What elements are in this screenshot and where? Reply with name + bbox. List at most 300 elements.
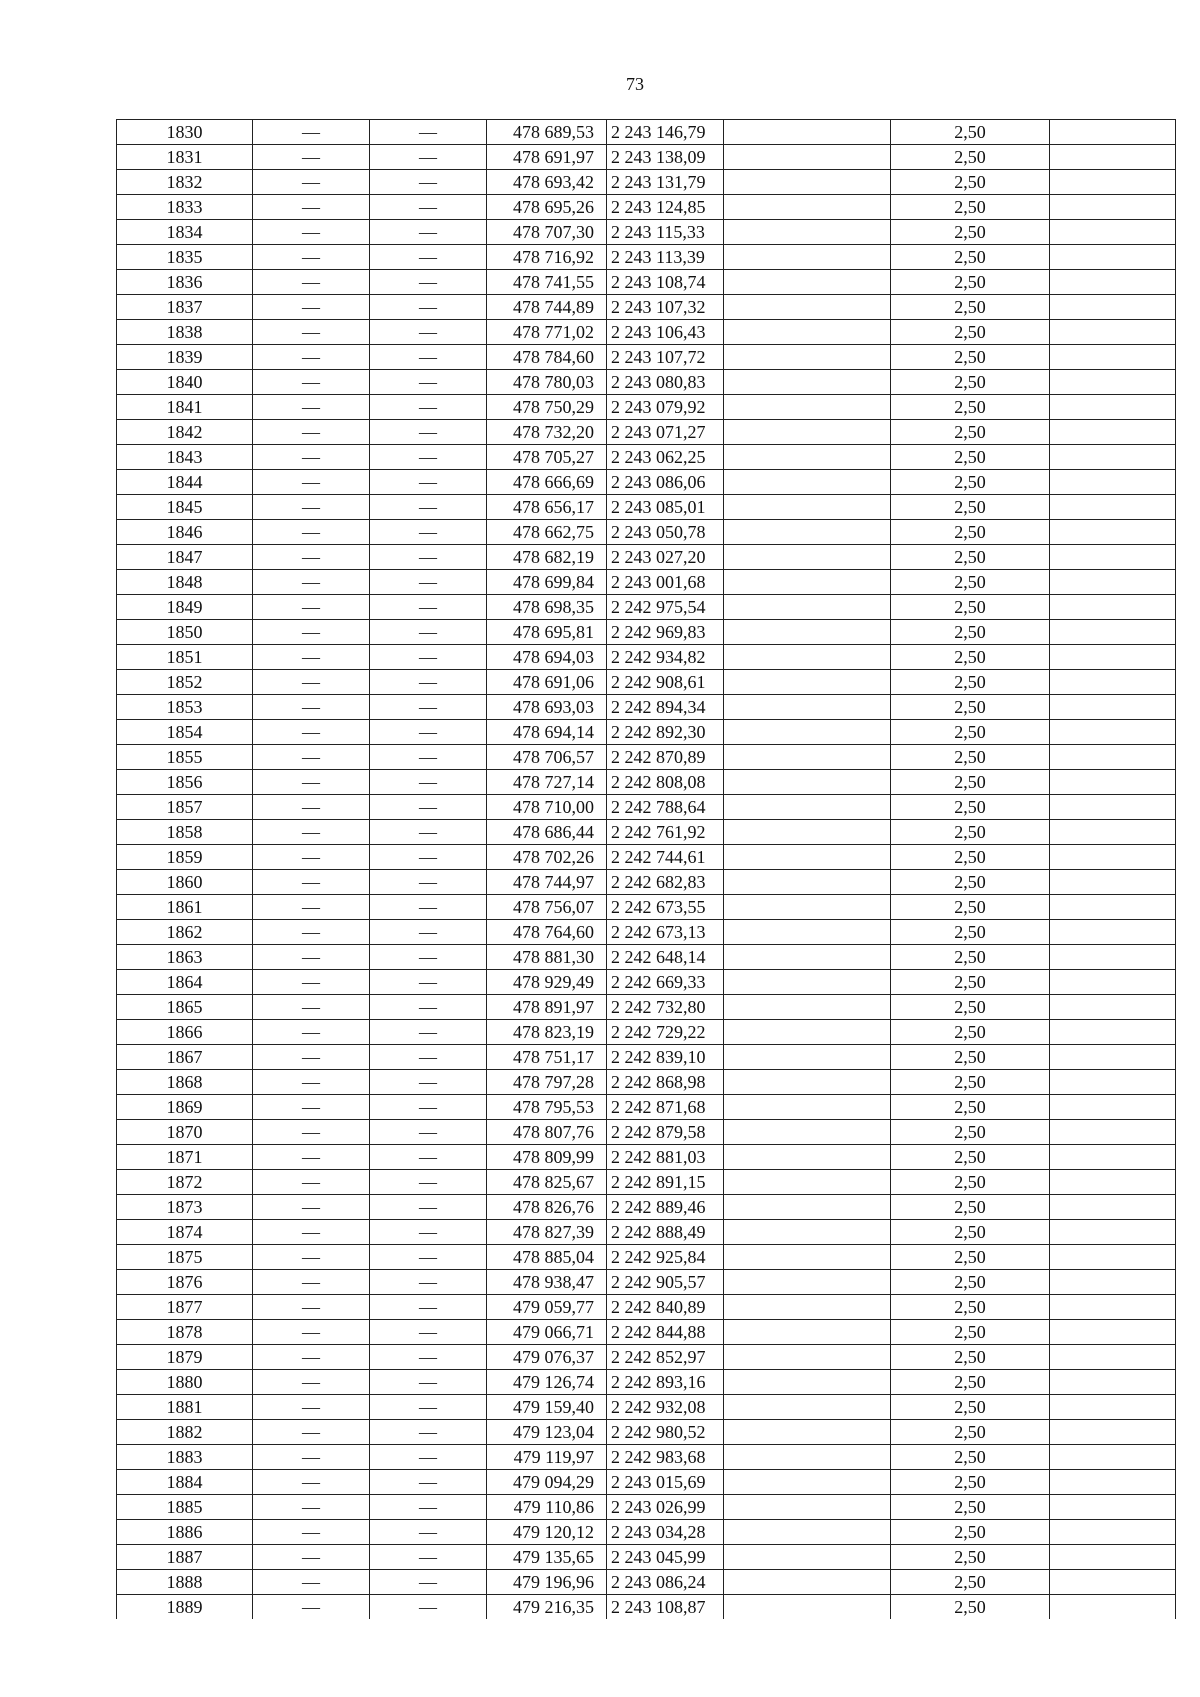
empty-cell bbox=[1050, 470, 1176, 495]
point-number-cell: 1883 bbox=[117, 1445, 253, 1470]
empty-cell bbox=[1050, 895, 1176, 920]
point-number-cell: 1881 bbox=[117, 1395, 253, 1420]
dash-cell: — bbox=[370, 970, 487, 995]
x-coordinate-cell: 479 076,37 bbox=[487, 1345, 607, 1370]
dash-cell: — bbox=[253, 1270, 370, 1295]
empty-cell bbox=[1050, 595, 1176, 620]
point-number-cell: 1864 bbox=[117, 970, 253, 995]
accuracy-value-cell: 2,50 bbox=[891, 1170, 1050, 1195]
x-coordinate-cell: 478 666,69 bbox=[487, 470, 607, 495]
empty-cell bbox=[1050, 1195, 1176, 1220]
empty-cell bbox=[1050, 1320, 1176, 1345]
accuracy-value-cell: 2,50 bbox=[891, 320, 1050, 345]
y-coordinate-cell: 2 243 001,68 bbox=[607, 570, 724, 595]
y-coordinate-cell: 2 242 905,57 bbox=[607, 1270, 724, 1295]
empty-cell bbox=[1050, 620, 1176, 645]
empty-cell bbox=[724, 945, 891, 970]
dash-cell: — bbox=[370, 1045, 487, 1070]
x-coordinate-cell: 479 110,86 bbox=[487, 1495, 607, 1520]
accuracy-value-cell: 2,50 bbox=[891, 245, 1050, 270]
point-number-cell: 1863 bbox=[117, 945, 253, 970]
accuracy-value-cell: 2,50 bbox=[891, 570, 1050, 595]
dash-cell: — bbox=[253, 145, 370, 170]
empty-cell bbox=[1050, 870, 1176, 895]
accuracy-value-cell: 2,50 bbox=[891, 395, 1050, 420]
y-coordinate-cell: 2 242 889,46 bbox=[607, 1195, 724, 1220]
dash-cell: — bbox=[253, 120, 370, 145]
empty-cell bbox=[724, 870, 891, 895]
accuracy-value-cell: 2,50 bbox=[891, 670, 1050, 695]
empty-cell bbox=[724, 370, 891, 395]
table-row bbox=[117, 370, 1176, 395]
dash-cell: — bbox=[253, 870, 370, 895]
empty-cell bbox=[1050, 420, 1176, 445]
y-coordinate-cell: 2 242 839,10 bbox=[607, 1045, 724, 1070]
empty-cell bbox=[1050, 920, 1176, 945]
point-number-cell: 1872 bbox=[117, 1170, 253, 1195]
y-coordinate-cell: 2 242 788,64 bbox=[607, 795, 724, 820]
table-row bbox=[117, 245, 1176, 270]
x-coordinate-cell: 478 756,07 bbox=[487, 895, 607, 920]
table-row bbox=[117, 345, 1176, 370]
dash-cell: — bbox=[370, 1395, 487, 1420]
empty-cell bbox=[724, 1270, 891, 1295]
dash-cell: — bbox=[253, 945, 370, 970]
dash-cell: — bbox=[370, 720, 487, 745]
table-row bbox=[117, 470, 1176, 495]
point-number-cell: 1850 bbox=[117, 620, 253, 645]
accuracy-value-cell: 2,50 bbox=[891, 370, 1050, 395]
empty-cell bbox=[724, 795, 891, 820]
y-coordinate-cell: 2 243 062,25 bbox=[607, 445, 724, 470]
empty-cell bbox=[1050, 1370, 1176, 1395]
empty-cell bbox=[1050, 1145, 1176, 1170]
x-coordinate-cell: 478 689,53 bbox=[487, 120, 607, 145]
x-coordinate-cell: 478 699,84 bbox=[487, 570, 607, 595]
empty-cell bbox=[724, 670, 891, 695]
empty-cell bbox=[1050, 1120, 1176, 1145]
empty-cell bbox=[724, 820, 891, 845]
table-row bbox=[117, 720, 1176, 745]
y-coordinate-cell: 2 242 892,30 bbox=[607, 720, 724, 745]
dash-cell: — bbox=[253, 970, 370, 995]
table-row bbox=[117, 1145, 1176, 1170]
empty-cell bbox=[1050, 1270, 1176, 1295]
point-number-cell: 1882 bbox=[117, 1420, 253, 1445]
dash-cell: — bbox=[253, 645, 370, 670]
dash-cell: — bbox=[253, 445, 370, 470]
table-row bbox=[117, 1045, 1176, 1070]
empty-cell bbox=[1050, 245, 1176, 270]
table-row bbox=[117, 570, 1176, 595]
accuracy-value-cell: 2,50 bbox=[891, 420, 1050, 445]
table-row bbox=[117, 1170, 1176, 1195]
table-row bbox=[117, 1395, 1176, 1420]
table-row bbox=[117, 845, 1176, 870]
y-coordinate-cell: 2 242 980,52 bbox=[607, 1420, 724, 1445]
x-coordinate-cell: 479 135,65 bbox=[487, 1545, 607, 1570]
dash-cell: — bbox=[253, 395, 370, 420]
point-number-cell: 1879 bbox=[117, 1345, 253, 1370]
dash-cell: — bbox=[253, 895, 370, 920]
empty-cell bbox=[724, 295, 891, 320]
empty-cell bbox=[724, 145, 891, 170]
point-number-cell: 1871 bbox=[117, 1145, 253, 1170]
empty-cell bbox=[724, 970, 891, 995]
empty-cell bbox=[724, 1095, 891, 1120]
table-row bbox=[117, 1470, 1176, 1495]
accuracy-value-cell: 2,50 bbox=[891, 1545, 1050, 1570]
dash-cell: — bbox=[370, 445, 487, 470]
empty-cell bbox=[1050, 545, 1176, 570]
x-coordinate-cell: 478 751,17 bbox=[487, 1045, 607, 1070]
point-number-cell: 1876 bbox=[117, 1270, 253, 1295]
table-row bbox=[117, 1095, 1176, 1120]
empty-cell bbox=[1050, 645, 1176, 670]
dash-cell: — bbox=[253, 1320, 370, 1345]
empty-cell bbox=[1050, 970, 1176, 995]
table-row bbox=[117, 970, 1176, 995]
y-coordinate-cell: 2 243 107,32 bbox=[607, 295, 724, 320]
empty-cell bbox=[724, 845, 891, 870]
dash-cell: — bbox=[370, 845, 487, 870]
empty-cell bbox=[1050, 795, 1176, 820]
dash-cell: — bbox=[370, 820, 487, 845]
dash-cell: — bbox=[253, 745, 370, 770]
y-coordinate-cell: 2 242 808,08 bbox=[607, 770, 724, 795]
x-coordinate-cell: 478 741,55 bbox=[487, 270, 607, 295]
dash-cell: — bbox=[253, 1220, 370, 1245]
dash-cell: — bbox=[370, 195, 487, 220]
point-number-cell: 1838 bbox=[117, 320, 253, 345]
empty-cell bbox=[724, 270, 891, 295]
empty-cell bbox=[724, 470, 891, 495]
x-coordinate-cell: 479 094,29 bbox=[487, 1470, 607, 1495]
y-coordinate-cell: 2 242 879,58 bbox=[607, 1120, 724, 1145]
table-row bbox=[117, 1295, 1176, 1320]
table-row bbox=[117, 1370, 1176, 1395]
empty-cell bbox=[1050, 1170, 1176, 1195]
dash-cell: — bbox=[253, 995, 370, 1020]
empty-cell bbox=[1050, 320, 1176, 345]
y-coordinate-cell: 2 243 071,27 bbox=[607, 420, 724, 445]
empty-cell bbox=[724, 595, 891, 620]
y-coordinate-cell: 2 243 124,85 bbox=[607, 195, 724, 220]
table-row bbox=[117, 895, 1176, 920]
point-number-cell: 1847 bbox=[117, 545, 253, 570]
table-row bbox=[117, 270, 1176, 295]
y-coordinate-cell: 2 242 673,13 bbox=[607, 920, 724, 945]
dash-cell: — bbox=[253, 1345, 370, 1370]
table-row bbox=[117, 695, 1176, 720]
empty-cell bbox=[724, 1020, 891, 1045]
point-number-cell: 1880 bbox=[117, 1370, 253, 1395]
table-row bbox=[117, 1495, 1176, 1520]
x-coordinate-cell: 478 891,97 bbox=[487, 995, 607, 1020]
x-coordinate-cell: 479 059,77 bbox=[487, 1295, 607, 1320]
empty-cell bbox=[724, 1520, 891, 1545]
empty-cell bbox=[1050, 1070, 1176, 1095]
point-number-cell: 1855 bbox=[117, 745, 253, 770]
dash-cell: — bbox=[370, 1120, 487, 1145]
x-coordinate-cell: 478 732,20 bbox=[487, 420, 607, 445]
dash-cell: — bbox=[370, 1295, 487, 1320]
dash-cell: — bbox=[370, 895, 487, 920]
point-number-cell: 1867 bbox=[117, 1045, 253, 1070]
empty-cell bbox=[1050, 495, 1176, 520]
x-coordinate-cell: 478 938,47 bbox=[487, 1270, 607, 1295]
accuracy-value-cell: 2,50 bbox=[891, 1320, 1050, 1345]
empty-cell bbox=[1050, 1345, 1176, 1370]
y-coordinate-cell: 2 243 050,78 bbox=[607, 520, 724, 545]
accuracy-value-cell: 2,50 bbox=[891, 845, 1050, 870]
point-number-cell: 1842 bbox=[117, 420, 253, 445]
y-coordinate-cell: 2 242 932,08 bbox=[607, 1395, 724, 1420]
x-coordinate-cell: 478 784,60 bbox=[487, 345, 607, 370]
table-row bbox=[117, 170, 1176, 195]
empty-cell bbox=[724, 545, 891, 570]
y-coordinate-cell: 2 243 131,79 bbox=[607, 170, 724, 195]
empty-cell bbox=[724, 1195, 891, 1220]
y-coordinate-cell: 2 243 108,87 bbox=[607, 1595, 724, 1620]
table-row bbox=[117, 1220, 1176, 1245]
table-row bbox=[117, 295, 1176, 320]
dash-cell: — bbox=[253, 670, 370, 695]
point-number-cell: 1860 bbox=[117, 870, 253, 895]
accuracy-value-cell: 2,50 bbox=[891, 1395, 1050, 1420]
accuracy-value-cell: 2,50 bbox=[891, 1020, 1050, 1045]
dash-cell: — bbox=[370, 1170, 487, 1195]
point-number-cell: 1843 bbox=[117, 445, 253, 470]
y-coordinate-cell: 2 242 732,80 bbox=[607, 995, 724, 1020]
accuracy-value-cell: 2,50 bbox=[891, 120, 1050, 145]
table-row bbox=[117, 195, 1176, 220]
table-row bbox=[117, 420, 1176, 445]
dash-cell: — bbox=[370, 1370, 487, 1395]
dash-cell: — bbox=[370, 420, 487, 445]
dash-cell: — bbox=[370, 770, 487, 795]
dash-cell: — bbox=[253, 570, 370, 595]
dash-cell: — bbox=[253, 1570, 370, 1595]
accuracy-value-cell: 2,50 bbox=[891, 1220, 1050, 1245]
x-coordinate-cell: 478 656,17 bbox=[487, 495, 607, 520]
table-row bbox=[117, 645, 1176, 670]
y-coordinate-cell: 2 243 086,24 bbox=[607, 1570, 724, 1595]
y-coordinate-cell: 2 243 045,99 bbox=[607, 1545, 724, 1570]
accuracy-value-cell: 2,50 bbox=[891, 945, 1050, 970]
accuracy-value-cell: 2,50 bbox=[891, 470, 1050, 495]
x-coordinate-cell: 478 716,92 bbox=[487, 245, 607, 270]
empty-cell bbox=[1050, 395, 1176, 420]
dash-cell: — bbox=[253, 695, 370, 720]
empty-cell bbox=[1050, 370, 1176, 395]
dash-cell: — bbox=[253, 1420, 370, 1445]
y-coordinate-cell: 2 242 888,49 bbox=[607, 1220, 724, 1245]
x-coordinate-cell: 478 827,39 bbox=[487, 1220, 607, 1245]
empty-cell bbox=[1050, 1095, 1176, 1120]
point-number-cell: 1886 bbox=[117, 1520, 253, 1545]
point-number-cell: 1878 bbox=[117, 1320, 253, 1345]
dash-cell: — bbox=[370, 395, 487, 420]
table-row bbox=[117, 1020, 1176, 1045]
accuracy-value-cell: 2,50 bbox=[891, 1045, 1050, 1070]
x-coordinate-cell: 478 727,14 bbox=[487, 770, 607, 795]
dash-cell: — bbox=[370, 470, 487, 495]
y-coordinate-cell: 2 242 894,34 bbox=[607, 695, 724, 720]
empty-cell bbox=[1050, 720, 1176, 745]
dash-cell: — bbox=[370, 1345, 487, 1370]
dash-cell: — bbox=[253, 320, 370, 345]
empty-cell bbox=[1050, 1245, 1176, 1270]
y-coordinate-cell: 2 242 983,68 bbox=[607, 1445, 724, 1470]
accuracy-value-cell: 2,50 bbox=[891, 645, 1050, 670]
dash-cell: — bbox=[253, 595, 370, 620]
dash-cell: — bbox=[253, 1295, 370, 1320]
dash-cell: — bbox=[370, 145, 487, 170]
empty-cell bbox=[724, 420, 891, 445]
y-coordinate-cell: 2 242 729,22 bbox=[607, 1020, 724, 1045]
y-coordinate-cell: 2 242 648,14 bbox=[607, 945, 724, 970]
y-coordinate-cell: 2 242 852,97 bbox=[607, 1345, 724, 1370]
dash-cell: — bbox=[370, 1545, 487, 1570]
point-number-cell: 1831 bbox=[117, 145, 253, 170]
empty-cell bbox=[724, 1120, 891, 1145]
y-coordinate-cell: 2 242 669,33 bbox=[607, 970, 724, 995]
coordinates-table bbox=[116, 119, 1176, 1619]
y-coordinate-cell: 2 243 115,33 bbox=[607, 220, 724, 245]
empty-cell bbox=[724, 1220, 891, 1245]
point-number-cell: 1865 bbox=[117, 995, 253, 1020]
accuracy-value-cell: 2,50 bbox=[891, 220, 1050, 245]
accuracy-value-cell: 2,50 bbox=[891, 595, 1050, 620]
empty-cell bbox=[724, 395, 891, 420]
dash-cell: — bbox=[253, 1470, 370, 1495]
dash-cell: — bbox=[253, 1120, 370, 1145]
table-row bbox=[117, 1320, 1176, 1345]
dash-cell: — bbox=[370, 1495, 487, 1520]
accuracy-value-cell: 2,50 bbox=[891, 720, 1050, 745]
empty-cell bbox=[1050, 1470, 1176, 1495]
y-coordinate-cell: 2 243 146,79 bbox=[607, 120, 724, 145]
empty-cell bbox=[724, 695, 891, 720]
dash-cell: — bbox=[370, 520, 487, 545]
y-coordinate-cell: 2 242 744,61 bbox=[607, 845, 724, 870]
table-row bbox=[117, 870, 1176, 895]
dash-cell: — bbox=[370, 270, 487, 295]
y-coordinate-cell: 2 242 975,54 bbox=[607, 595, 724, 620]
accuracy-value-cell: 2,50 bbox=[891, 495, 1050, 520]
accuracy-value-cell: 2,50 bbox=[891, 1270, 1050, 1295]
x-coordinate-cell: 478 764,60 bbox=[487, 920, 607, 945]
table-row bbox=[117, 1345, 1176, 1370]
dash-cell: — bbox=[370, 795, 487, 820]
table-row bbox=[117, 670, 1176, 695]
empty-cell bbox=[1050, 195, 1176, 220]
empty-cell bbox=[724, 245, 891, 270]
point-number-cell: 1887 bbox=[117, 1545, 253, 1570]
table-row bbox=[117, 445, 1176, 470]
x-coordinate-cell: 478 682,19 bbox=[487, 545, 607, 570]
x-coordinate-cell: 478 691,97 bbox=[487, 145, 607, 170]
x-coordinate-cell: 478 807,76 bbox=[487, 1120, 607, 1145]
dash-cell: — bbox=[253, 1245, 370, 1270]
dash-cell: — bbox=[253, 1045, 370, 1070]
table-row bbox=[117, 1520, 1176, 1545]
accuracy-value-cell: 2,50 bbox=[891, 1595, 1050, 1620]
y-coordinate-cell: 2 242 870,89 bbox=[607, 745, 724, 770]
dash-cell: — bbox=[253, 1445, 370, 1470]
dash-cell: — bbox=[253, 1020, 370, 1045]
empty-cell bbox=[1050, 170, 1176, 195]
dash-cell: — bbox=[253, 1545, 370, 1570]
table-row bbox=[117, 545, 1176, 570]
y-coordinate-cell: 2 242 871,68 bbox=[607, 1095, 724, 1120]
dash-cell: — bbox=[370, 745, 487, 770]
dash-cell: — bbox=[370, 495, 487, 520]
table-row bbox=[117, 770, 1176, 795]
accuracy-value-cell: 2,50 bbox=[891, 1295, 1050, 1320]
empty-cell bbox=[724, 195, 891, 220]
dash-cell: — bbox=[370, 1445, 487, 1470]
x-coordinate-cell: 478 694,03 bbox=[487, 645, 607, 670]
dash-cell: — bbox=[253, 270, 370, 295]
x-coordinate-cell: 478 881,30 bbox=[487, 945, 607, 970]
empty-cell bbox=[724, 1545, 891, 1570]
dash-cell: — bbox=[253, 545, 370, 570]
y-coordinate-cell: 2 243 113,39 bbox=[607, 245, 724, 270]
dash-cell: — bbox=[370, 1245, 487, 1270]
dash-cell: — bbox=[370, 670, 487, 695]
dash-cell: — bbox=[253, 295, 370, 320]
empty-cell bbox=[724, 1345, 891, 1370]
x-coordinate-cell: 478 750,29 bbox=[487, 395, 607, 420]
empty-cell bbox=[724, 1495, 891, 1520]
empty-cell bbox=[724, 1370, 891, 1395]
empty-cell bbox=[1050, 1570, 1176, 1595]
dash-cell: — bbox=[370, 1195, 487, 1220]
y-coordinate-cell: 2 242 868,98 bbox=[607, 1070, 724, 1095]
table-row bbox=[117, 1195, 1176, 1220]
empty-cell bbox=[1050, 1495, 1176, 1520]
dash-cell: — bbox=[253, 920, 370, 945]
point-number-cell: 1836 bbox=[117, 270, 253, 295]
dash-cell: — bbox=[370, 1020, 487, 1045]
x-coordinate-cell: 478 825,67 bbox=[487, 1170, 607, 1195]
empty-cell bbox=[1050, 570, 1176, 595]
point-number-cell: 1885 bbox=[117, 1495, 253, 1520]
dash-cell: — bbox=[370, 120, 487, 145]
dash-cell: — bbox=[253, 495, 370, 520]
empty-cell bbox=[1050, 1595, 1176, 1620]
empty-cell bbox=[1050, 520, 1176, 545]
x-coordinate-cell: 478 797,28 bbox=[487, 1070, 607, 1095]
x-coordinate-cell: 479 126,74 bbox=[487, 1370, 607, 1395]
x-coordinate-cell: 478 695,81 bbox=[487, 620, 607, 645]
table-row bbox=[117, 945, 1176, 970]
empty-cell bbox=[1050, 945, 1176, 970]
point-number-cell: 1839 bbox=[117, 345, 253, 370]
y-coordinate-cell: 2 243 079,92 bbox=[607, 395, 724, 420]
empty-cell bbox=[724, 995, 891, 1020]
table-row bbox=[117, 320, 1176, 345]
dash-cell: — bbox=[370, 1595, 487, 1620]
empty-cell bbox=[1050, 1295, 1176, 1320]
x-coordinate-cell: 478 705,27 bbox=[487, 445, 607, 470]
empty-cell bbox=[1050, 220, 1176, 245]
y-coordinate-cell: 2 243 085,01 bbox=[607, 495, 724, 520]
dash-cell: — bbox=[370, 370, 487, 395]
page-number: 73 bbox=[626, 74, 644, 94]
